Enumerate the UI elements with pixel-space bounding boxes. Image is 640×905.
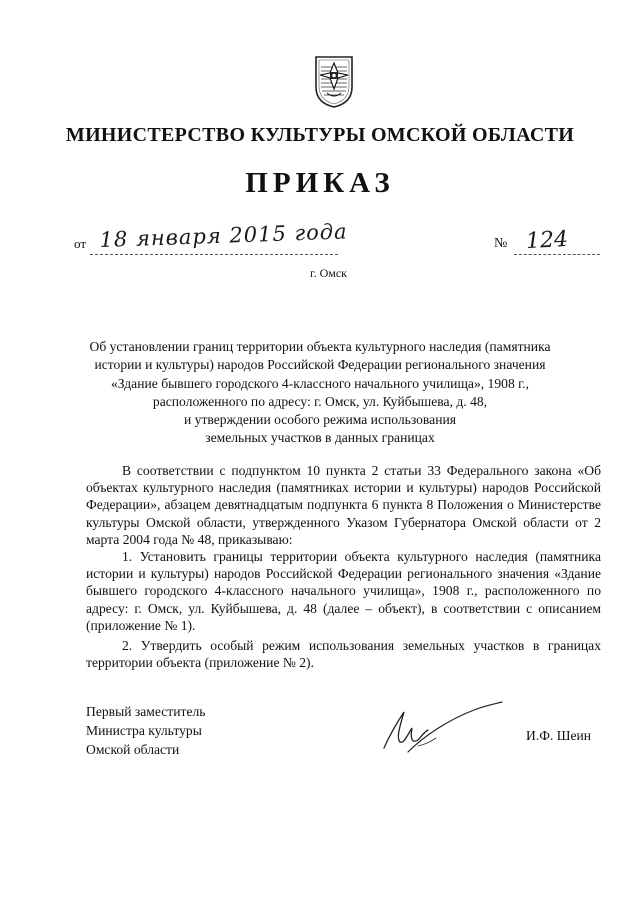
handwritten-signature bbox=[378, 700, 508, 758]
subject-line: расположенного по адресу: г. Омск, ул. Куйбышева, д. 48, bbox=[152, 393, 488, 409]
handwritten-date: 18 января 2015 года bbox=[99, 219, 348, 252]
handwritten-number: 124 bbox=[525, 226, 569, 255]
signer-name: И.Ф. Шеин bbox=[526, 728, 592, 743]
ministry-heading: МИНИСТЕРСТВО КУЛЬТУРЫ ОМСКОЙ ОБЛАСТИ bbox=[65, 124, 575, 146]
preamble-paragraph: В соответствии с подпунктом 10 пункта 2 статьи 33 Федерального закона «Об объектах культурного наследия (памятниках истории и культуры) народов Российской Федерации», абзацем девятнадцатым подпункта 6 пункта 8 Положения о Министерстве культуры Омской области, утвержденного Указом Губернатора Омской области от 2 марта 2004 года № 48, приказываю: bbox=[86, 463, 601, 547]
number-underline bbox=[514, 254, 600, 255]
signer-position-line: Первый заместитель bbox=[86, 704, 206, 719]
document-title: ПРИКАЗ bbox=[245, 167, 395, 199]
item-2-paragraph: 2. Утвердить особый режим использования земельных участков в границах территории объекта (приложение № 2). bbox=[86, 638, 601, 671]
item-1-paragraph: 1. Установить границы территории объекта культурного наследия (памятника истории и культуры) народов Российской Федерации регионального значения «Здание бывшего городского 4-классного начального училища», 1908 г., расположенного по адресу: г. Омск, ул. Куйбышева, д. 48 (далее – объект), в соответствии с описанием (приложение № 1). bbox=[86, 549, 601, 633]
date-label: от bbox=[74, 236, 87, 251]
signer-position-line: Омской области bbox=[86, 742, 180, 757]
order-date-number-row bbox=[74, 219, 614, 264]
subject-line: Об установлении границ территории объекта культурного наследия (памятника bbox=[89, 339, 551, 354]
order-body bbox=[86, 462, 601, 671]
subject-line: истории и культуры) народов Российской Федерации регионального значения bbox=[94, 357, 546, 373]
omsk-coat-of-arms-emblem bbox=[314, 55, 354, 109]
signer-position-line: Министра культуры bbox=[86, 723, 202, 738]
order-subject bbox=[60, 338, 580, 448]
date-underline bbox=[90, 254, 338, 255]
signer-position bbox=[86, 702, 205, 759]
number-label: № bbox=[494, 236, 508, 251]
subject-line: «Здание бывшего городского 4-классного начального училища», 1908 г., bbox=[111, 375, 529, 391]
subject-line: и утверждении особого режима использования bbox=[183, 412, 457, 428]
subject-line: земельных участков в данных границах bbox=[205, 430, 435, 446]
city: г. Омск bbox=[310, 266, 347, 280]
